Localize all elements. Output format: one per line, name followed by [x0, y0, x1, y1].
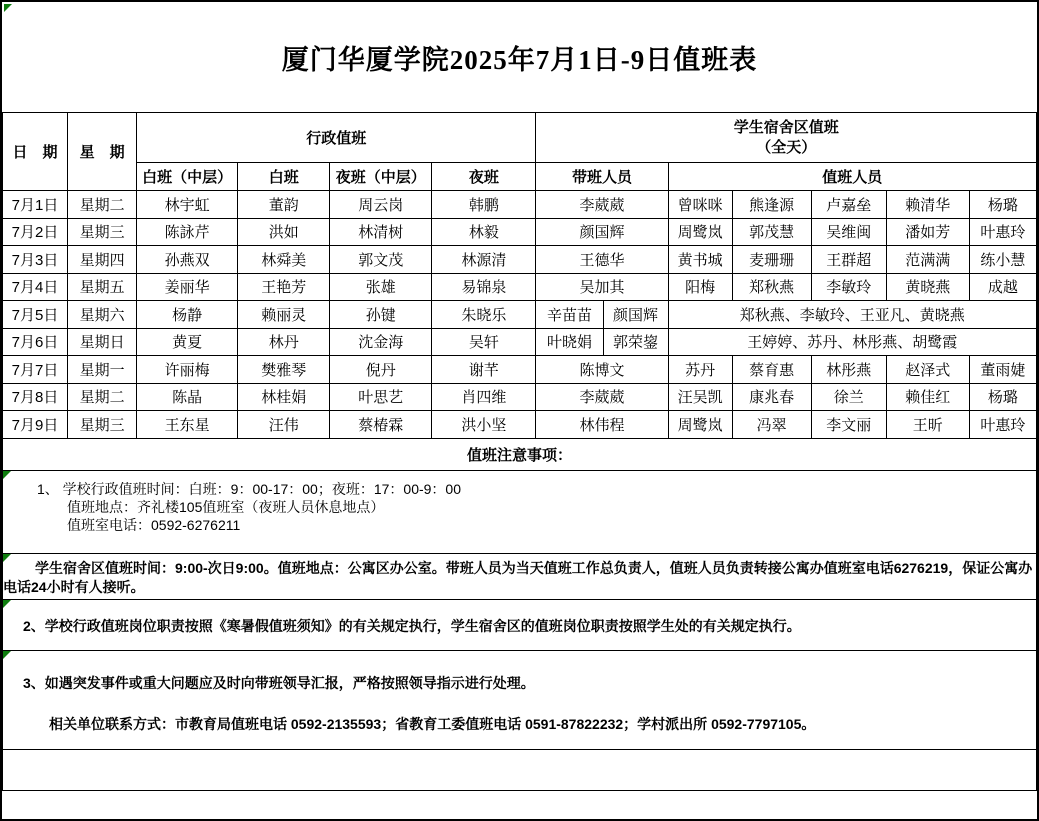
admin-day-cell: 樊雅琴 [238, 356, 330, 384]
weekday-cell: 星期四 [68, 246, 137, 274]
header-row-groups [3, 113, 1037, 163]
dorm-duty-cell: 卢嘉垒 [811, 191, 886, 219]
dorm-lead2-cell: 郭荣鋆 [603, 328, 668, 356]
col-header-night-shift: 夜班 [432, 163, 536, 191]
dorm-duty-cell: 黄晓燕 [886, 273, 969, 301]
title-block [2, 2, 1037, 112]
note-row [3, 553, 1037, 599]
dorm-duty-cell: 李文丽 [811, 411, 886, 439]
note-dorm-duty-info [3, 553, 1037, 599]
admin-night-mid-cell: 蔡椿霖 [330, 411, 432, 439]
note-line: 3、如遇突发事件或重大问题应及时向带班领导汇报，严格按照领导指示进行处理。 [23, 674, 535, 691]
notes-header: 值班注意事项： [3, 438, 1037, 470]
note-admin-duty-info [3, 470, 1037, 553]
cell-error-indicator-icon [4, 4, 12, 12]
dorm-duty-cell: 阳梅 [668, 273, 732, 301]
weekday-cell: 星期三 [68, 411, 137, 439]
admin-night-cell: 吴轩 [432, 328, 536, 356]
dorm-lead-cell: 李葳葳 [536, 191, 668, 219]
admin-night-cell: 朱晓乐 [432, 301, 536, 329]
dorm-duty-cell: 叶惠玲 [969, 218, 1036, 246]
admin-night-mid-cell: 张雄 [330, 273, 432, 301]
weekday-cell: 星期六 [68, 301, 137, 329]
dorm-duty-cell: 苏丹 [668, 356, 732, 384]
duty-table [2, 112, 1037, 791]
dorm-duty-cell: 黄书城 [668, 246, 732, 274]
col-header-week: 星 期 [68, 113, 137, 191]
dorm-duty-cell: 周鹭岚 [668, 218, 732, 246]
dorm-duty-cell: 曾咪咪 [668, 191, 732, 219]
dorm-duty-cell: 康兆春 [732, 383, 811, 411]
dorm-duty-cell: 徐兰 [811, 383, 886, 411]
dorm-lead-cell: 王德华 [536, 246, 668, 274]
dorm-duty-cell: 王昕 [886, 411, 969, 439]
table-row [3, 383, 1037, 411]
weekday-cell: 星期日 [68, 328, 137, 356]
admin-night-cell: 洪小坚 [432, 411, 536, 439]
cell-error-indicator-icon [3, 554, 11, 562]
date-cell: 7月4日 [3, 273, 68, 301]
dorm-duty-cell: 杨璐 [969, 383, 1036, 411]
col-header-admin-duty: 行政值班 [137, 113, 536, 163]
date-cell: 7月8日 [3, 383, 68, 411]
admin-day-mid-cell: 王东星 [137, 411, 238, 439]
admin-night-cell: 韩鹏 [432, 191, 536, 219]
admin-day-cell: 林舜美 [238, 246, 330, 274]
dorm-duty-cell: 吴维闽 [811, 218, 886, 246]
col-header-dorm-duty [536, 113, 1037, 163]
note-row [3, 599, 1037, 650]
admin-night-mid-cell: 叶思艺 [330, 383, 432, 411]
weekday-cell: 星期三 [68, 218, 137, 246]
note-line: 2、学校行政值班岗位职责按照《寒暑假值班须知》的有关规定执行，学生宿舍区的值班岗位职责按照学生处的有关规定执行。 [23, 617, 801, 634]
empty-cell [3, 749, 1037, 790]
table-row [3, 246, 1037, 274]
dorm-duty-cell: 练小慧 [969, 246, 1036, 274]
col-header-date: 日 期 [3, 113, 68, 191]
dorm-duty-cell: 杨璐 [969, 191, 1036, 219]
dorm-duty-cell: 冯翠 [732, 411, 811, 439]
dorm-duty-cell: 林彤燕 [811, 356, 886, 384]
admin-day-cell: 董韵 [238, 191, 330, 219]
admin-night-cell: 谢芊 [432, 356, 536, 384]
admin-day-mid-cell: 孙燕双 [137, 246, 238, 274]
admin-night-mid-cell: 周云岗 [330, 191, 432, 219]
weekday-cell: 星期二 [68, 383, 137, 411]
admin-night-cell: 肖四维 [432, 383, 536, 411]
dorm-lead-cell: 叶晓娟 [536, 328, 603, 356]
admin-night-mid-cell: 郭文茂 [330, 246, 432, 274]
dorm-lead-cell: 辛苗苗 [536, 301, 603, 329]
dorm-lead-cell: 颜国辉 [536, 218, 668, 246]
table-row [3, 328, 1037, 356]
dorm-duty-cell: 熊逢源 [732, 191, 811, 219]
note-line: 学生宿舍区值班时间：9:00-次日9:00。值班地点：公寓区办公室。带班人员为当天值班工作总负责人，值班人员负责转接公寓办值班室电话6276219，保证公寓办电话24小时有人接听。 [3, 559, 1033, 595]
date-cell: 7月9日 [3, 411, 68, 439]
col-header-day-shift: 白班 [238, 163, 330, 191]
date-cell: 7月6日 [3, 328, 68, 356]
dorm-duty-cell: 汪吴凯 [668, 383, 732, 411]
weekday-cell: 星期二 [68, 191, 137, 219]
dorm-lead2-cell: 颜国辉 [603, 301, 668, 329]
admin-night-mid-cell: 林清树 [330, 218, 432, 246]
admin-day-cell: 赖丽灵 [238, 301, 330, 329]
dorm-lead-cell: 林伟程 [536, 411, 668, 439]
admin-day-cell: 王艳芳 [238, 273, 330, 301]
note-line: 相关单位联系方式：市教育局值班电话 0592-2135593；省教育工委值班电话 0591-87822232；学村派出所 0592-7797105。 [49, 715, 816, 732]
admin-day-cell: 洪如 [238, 218, 330, 246]
admin-night-cell: 易锦泉 [432, 273, 536, 301]
dorm-duty-cell: 郭茂慧 [732, 218, 811, 246]
cell-error-indicator-icon [3, 651, 11, 659]
admin-night-mid-cell: 孙键 [330, 301, 432, 329]
dorm-lead-cell: 吴加其 [536, 273, 668, 301]
dorm-duty-cell: 周鹭岚 [668, 411, 732, 439]
note-row [3, 470, 1037, 553]
dorm-duty-cell: 李敏玲 [811, 273, 886, 301]
admin-day-mid-cell: 黄夏 [137, 328, 238, 356]
col-header-day-shift-mid: 白班（中层） [137, 163, 238, 191]
note-line: 值班地点：齐礼楼105值班室（夜班人员休息地点） [67, 498, 385, 515]
page-title: 厦门华厦学院2025年7月1日-9日值班表 [281, 44, 758, 75]
table-row [3, 411, 1037, 439]
dorm-duty-cell: 麦珊珊 [732, 246, 811, 274]
cell-error-indicator-icon [3, 471, 11, 479]
admin-day-mid-cell: 陈詠芹 [137, 218, 238, 246]
admin-night-cell: 林源清 [432, 246, 536, 274]
date-cell: 7月3日 [3, 246, 68, 274]
dorm-duty-title: 学生宿舍区值班 [733, 118, 839, 136]
dorm-duty-cell: 王群超 [811, 246, 886, 274]
notes-header-row [3, 438, 1037, 470]
dorm-lead-cell: 陈博文 [536, 356, 668, 384]
admin-night-mid-cell: 倪丹 [330, 356, 432, 384]
note-emergency-and-contacts [3, 650, 1037, 749]
dorm-duty-cell: 潘如芳 [886, 218, 969, 246]
date-cell: 7月1日 [3, 191, 68, 219]
date-cell: 7月7日 [3, 356, 68, 384]
weekday-cell: 星期五 [68, 273, 137, 301]
dorm-lead-cell: 李葳葳 [536, 383, 668, 411]
empty-row [3, 749, 1037, 790]
dorm-duty-cell: 赵泽式 [886, 356, 969, 384]
admin-night-cell: 林毅 [432, 218, 536, 246]
admin-day-mid-cell: 杨静 [137, 301, 238, 329]
dorm-duty-merged-cell: 郑秋燕、李敏玲、王亚凡、黄晓燕 [668, 301, 1036, 329]
dorm-duty-cell: 叶惠玲 [969, 411, 1036, 439]
dorm-duty-subtitle: （全天） [756, 138, 817, 156]
admin-night-mid-cell: 沈金海 [330, 328, 432, 356]
table-row [3, 218, 1037, 246]
note-line: 值班室电话：0592-6276211 [67, 516, 241, 533]
dorm-duty-cell: 赖佳红 [886, 383, 969, 411]
dorm-duty-cell: 范满满 [886, 246, 969, 274]
table-row [3, 191, 1037, 219]
col-header-lead-person: 带班人员 [536, 163, 668, 191]
admin-day-mid-cell: 陈晶 [137, 383, 238, 411]
header-row-shifts [3, 163, 1037, 191]
admin-day-cell: 林桂娟 [238, 383, 330, 411]
dorm-duty-cell: 赖清华 [886, 191, 969, 219]
cell-error-indicator-icon [3, 600, 11, 608]
admin-day-cell: 林丹 [238, 328, 330, 356]
dorm-duty-cell: 蔡育惠 [732, 356, 811, 384]
note-line: 1、 学校行政值班时间：白班：9：00-17：00；夜班：17：00-9：00 [37, 480, 462, 497]
dorm-duty-cell: 董雨婕 [969, 356, 1036, 384]
col-header-duty-person: 值班人员 [668, 163, 1036, 191]
table-row [3, 301, 1037, 329]
col-header-night-shift-mid: 夜班（中层） [330, 163, 432, 191]
dorm-duty-cell: 成越 [969, 273, 1036, 301]
date-cell: 7月2日 [3, 218, 68, 246]
admin-day-mid-cell: 林宇虹 [137, 191, 238, 219]
note-row [3, 650, 1037, 749]
note-duty-responsibility [3, 599, 1037, 650]
dorm-duty-cell: 郑秋燕 [732, 273, 811, 301]
admin-day-mid-cell: 姜丽华 [137, 273, 238, 301]
admin-day-cell: 汪伟 [238, 411, 330, 439]
table-row [3, 356, 1037, 384]
dorm-duty-merged-cell: 王婷婷、苏丹、林彤燕、胡鹭霞 [668, 328, 1036, 356]
table-row [3, 273, 1037, 301]
weekday-cell: 星期一 [68, 356, 137, 384]
admin-day-mid-cell: 许丽梅 [137, 356, 238, 384]
date-cell: 7月5日 [3, 301, 68, 329]
